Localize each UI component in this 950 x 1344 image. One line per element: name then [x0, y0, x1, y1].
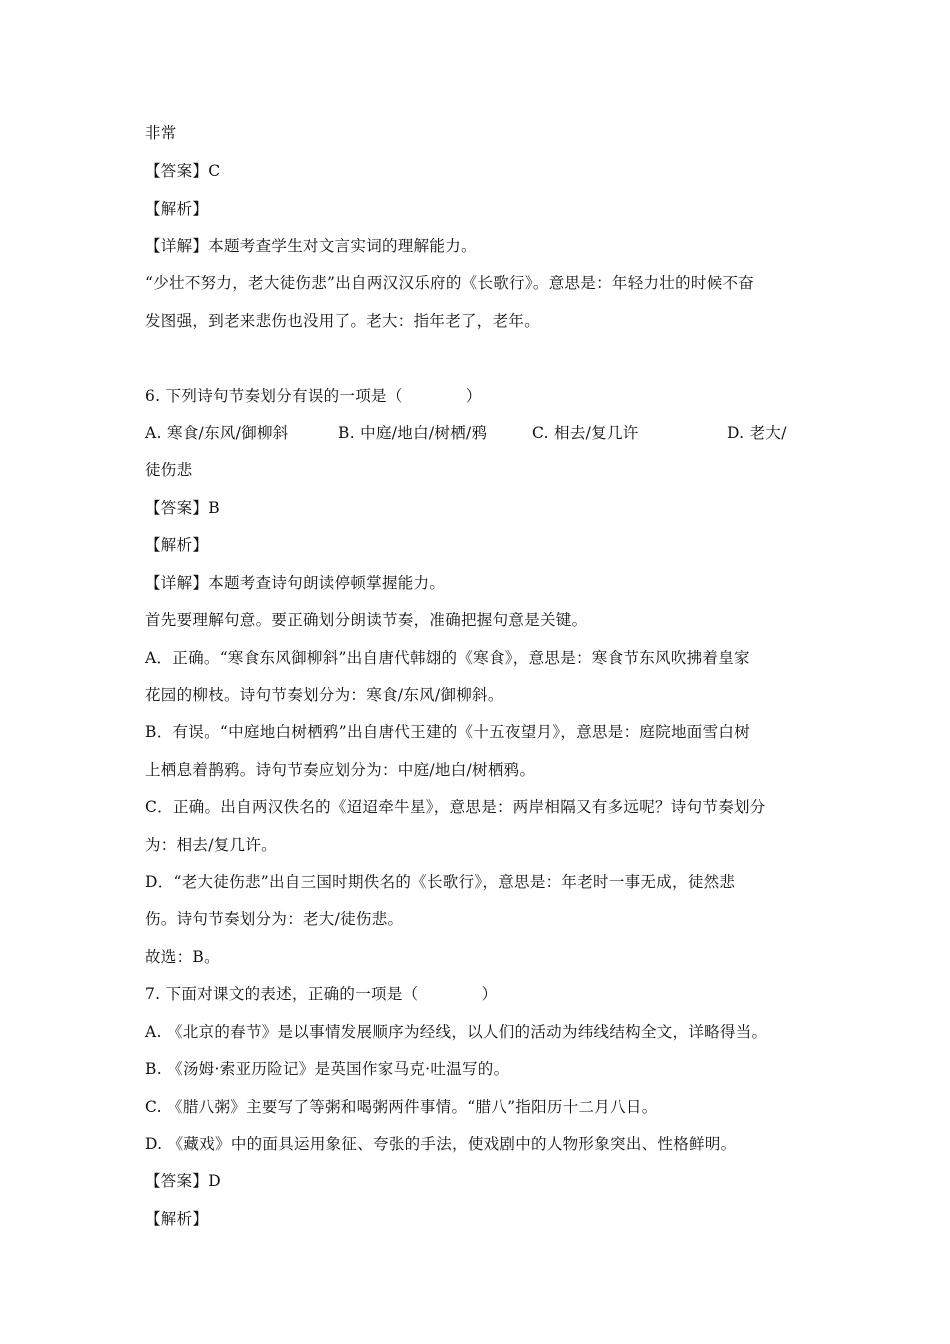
answer-label: 【答案】C	[145, 162, 221, 180]
text-line: 故选：B。	[145, 948, 220, 966]
text-line: B．有误。“中庭地白树栖鸦”出自唐代王建的《十五夜望月》，意思是：庭院地面雪白树	[145, 723, 750, 741]
text-line: 伤。诗句节奏划分为：老大/徒伤悲。	[145, 910, 404, 928]
q6-option-b: B. 中庭/地白/树栖/鸦	[338, 424, 488, 442]
text-line: C．正确。出自两汉佚名的《迢迢牵牛星》，意思是：两岸相隔又有多远呢？诗句节奏划分	[145, 798, 766, 816]
text-line: D．“老大徒伤悲”出自三国时期佚名的《长歌行》，意思是：年老时一事无成，徒然悲	[145, 873, 736, 891]
text-line: 非常	[145, 124, 177, 142]
question-6: 6. 下列诗句节奏划分有误的一项是（ ）	[145, 387, 482, 405]
q7-option-d: D. 《藏戏》中的面具运用象征、夸张的手法，使戏剧中的人物形象突出、性格鲜明。	[145, 1135, 737, 1153]
detail-text: 【详解】本题考查诗句朗读停顿掌握能力。	[145, 574, 446, 592]
analysis-label: 【解析】	[145, 200, 209, 218]
text-line: 发图强，到老来悲伤也没用了。老大：指年老了，老年。	[145, 312, 541, 330]
q7-option-b: B. 《汤姆·索亚历险记》是英国作家马克·吐温写的。	[145, 1060, 510, 1078]
answer-label: 【答案】B	[145, 499, 220, 517]
analysis-label: 【解析】	[145, 1210, 209, 1228]
analysis-label: 【解析】	[145, 536, 209, 554]
text-line: 上栖息着鹊鸦。诗句节奏应划分为：中庭/地白/树栖鸦。	[145, 761, 536, 779]
text-line: A．正确。“寒食东风御柳斜”出自唐代韩翃的《寒食》，意思是：寒食节东风吹拂着皇家	[145, 649, 750, 667]
text-line: 首先要理解句意。要正确划分朗读节奏，准确把握句意是关键。	[145, 611, 588, 629]
q6-option-a: A. 寒食/东风/御柳斜	[145, 424, 289, 442]
text-line: 徒伤悲	[145, 461, 193, 479]
text-line: 花园的柳枝。诗句节奏划分为：寒食/东风/御柳斜。	[145, 686, 504, 704]
text-line: 为：相去/复几许。	[145, 836, 277, 854]
q7-option-c: C. 《腊八粥》主要写了等粥和喝粥两件事情。“腊八”指阳历十二月八日。	[145, 1098, 658, 1116]
text-line: “少壮不努力，老大徒伤悲”出自两汉汉乐府的《长歌行》。意思是：年轻力壮的时候不奋	[145, 274, 755, 292]
answer-label: 【答案】D	[145, 1172, 221, 1190]
q6-option-c: C. 相去/复几许	[532, 424, 639, 442]
detail-text: 【详解】本题考查学生对文言实词的理解能力。	[145, 237, 477, 255]
q7-option-a: A. 《北京的春节》是以事情发展顺序为经线，以人们的活动为纬线结构全文，详略得当。	[145, 1023, 768, 1041]
question-7: 7. 下面对课文的表述，正确的一项是（ ）	[145, 985, 498, 1003]
q6-option-d: D. 老大/	[727, 424, 787, 442]
